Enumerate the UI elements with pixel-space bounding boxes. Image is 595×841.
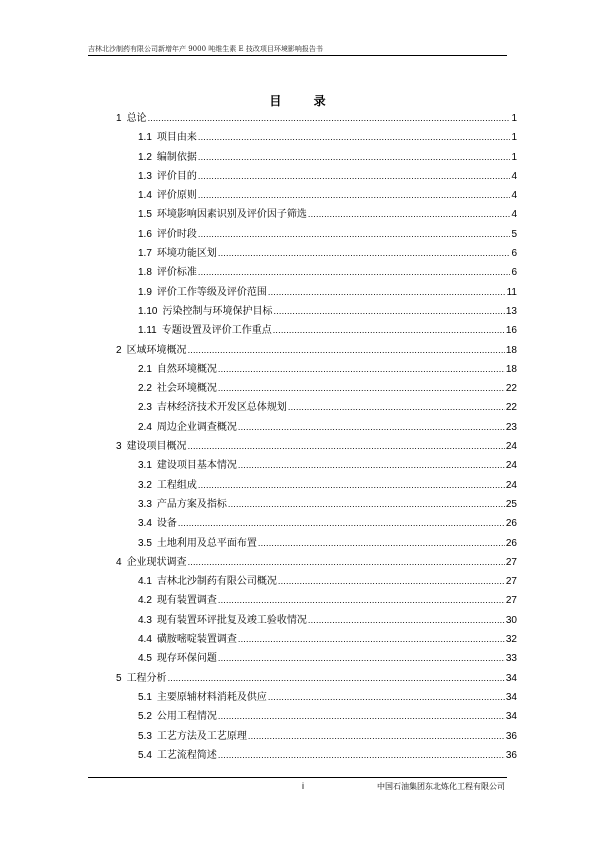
toc-dot-leader bbox=[288, 398, 505, 417]
toc-entry[interactable] bbox=[116, 418, 517, 437]
toc-entry-page: 34 bbox=[505, 691, 517, 703]
toc-dot-leader bbox=[308, 611, 505, 630]
toc-entry-title: 建设项目基本情况 bbox=[156, 460, 237, 472]
toc-entry-number: 5 bbox=[116, 672, 122, 684]
toc-dot-leader bbox=[218, 591, 505, 610]
toc-entry-number: 4.1 bbox=[138, 576, 152, 588]
toc-entry[interactable] bbox=[116, 379, 517, 398]
toc-entry-number: 1.2 bbox=[138, 151, 152, 163]
toc-entry-number: 1.8 bbox=[138, 267, 152, 279]
toc-entry[interactable] bbox=[116, 205, 517, 224]
toc-entry[interactable] bbox=[116, 514, 517, 533]
toc-dot-leader bbox=[198, 186, 511, 205]
toc-entry[interactable] bbox=[116, 167, 517, 186]
toc-entry[interactable] bbox=[116, 707, 517, 726]
toc-entry-number: 5.1 bbox=[138, 691, 152, 703]
toc-entry-number: 1 bbox=[116, 113, 122, 124]
toc-entry-title: 现有装置调查 bbox=[156, 595, 217, 607]
toc-entry-title: 工程组成 bbox=[156, 479, 197, 491]
toc-entry-title: 吉林北沙制药有限公司概况 bbox=[156, 576, 277, 588]
toc-dot-leader bbox=[198, 167, 511, 186]
toc-entry-page: 1 bbox=[511, 113, 517, 124]
toc-dot-leader bbox=[248, 727, 505, 746]
toc-dot-leader bbox=[238, 456, 505, 475]
toc-entry-number: 4.2 bbox=[138, 595, 152, 607]
toc-entry[interactable] bbox=[116, 321, 517, 340]
toc-entry-page: 16 bbox=[505, 325, 517, 337]
toc-entry-title: 土地利用及总平面布置 bbox=[156, 537, 257, 549]
toc-entry-page: 36 bbox=[505, 730, 517, 742]
toc-entry-number: 1.3 bbox=[138, 170, 152, 182]
toc-entry[interactable] bbox=[116, 360, 517, 379]
toc-entry-number: 4.4 bbox=[138, 634, 152, 646]
toc-entry[interactable] bbox=[116, 302, 517, 321]
toc-entry-number: 4.3 bbox=[138, 614, 152, 626]
toc-entry[interactable] bbox=[116, 727, 517, 746]
toc-entry-page: 4 bbox=[511, 209, 517, 221]
toc-entry-title: 总论 bbox=[126, 113, 147, 124]
toc-entry[interactable] bbox=[116, 611, 517, 630]
toc-entry-page: 4 bbox=[511, 190, 517, 202]
toc-entry-page: 24 bbox=[505, 479, 517, 491]
toc-entry[interactable] bbox=[116, 109, 517, 128]
toc-entry[interactable] bbox=[116, 398, 517, 417]
toc-entry-page: 23 bbox=[505, 421, 517, 433]
footer-page-number: i bbox=[302, 781, 304, 791]
footer-company: 中国石油集团东北炼化工程有限公司 bbox=[377, 782, 505, 791]
toc-entry-page: 11 bbox=[506, 286, 517, 298]
toc-dot-leader bbox=[198, 148, 511, 167]
header-divider bbox=[88, 55, 507, 56]
toc-entry-page: 6 bbox=[511, 248, 517, 260]
toc-entry-title: 编制依据 bbox=[156, 151, 197, 163]
toc-entry-number: 4 bbox=[116, 556, 122, 568]
toc-dot-leader bbox=[258, 534, 505, 553]
toc-entry[interactable] bbox=[116, 341, 517, 360]
toc-entry-title: 产品方案及指标 bbox=[156, 498, 227, 510]
toc-entry[interactable] bbox=[116, 476, 517, 495]
toc-entry-page: 36 bbox=[505, 749, 517, 761]
toc-title: 目 录 bbox=[269, 94, 340, 108]
toc-entry-title: 环境影响因素识别及评价因子筛选 bbox=[156, 209, 307, 221]
toc-entry-title: 专题设置及评价工作重点 bbox=[161, 325, 272, 337]
toc-entry-title: 现存环保问题 bbox=[156, 653, 217, 665]
toc-entry-title: 企业现状调查 bbox=[126, 556, 187, 568]
toc-entry-number: 2.3 bbox=[138, 402, 152, 414]
toc-dot-leader bbox=[188, 437, 505, 456]
toc-entry-title: 评价标准 bbox=[156, 267, 197, 279]
toc-entry[interactable] bbox=[116, 591, 517, 610]
toc-entry[interactable] bbox=[116, 649, 517, 668]
toc-entry-page: 22 bbox=[505, 383, 517, 395]
toc-entry-title: 工艺流程简述 bbox=[156, 749, 217, 761]
toc-entry-page: 32 bbox=[505, 634, 517, 646]
toc-entry-number: 1.11 bbox=[138, 325, 157, 337]
toc-entry[interactable] bbox=[116, 148, 517, 167]
toc-entry-page: 34 bbox=[505, 672, 517, 684]
toc-entry-title: 自然环境概况 bbox=[156, 363, 217, 375]
toc-entry-page: 5 bbox=[511, 228, 517, 240]
toc-entry-title: 评价目的 bbox=[156, 170, 197, 182]
toc-entry-title: 工程分析 bbox=[126, 672, 167, 684]
toc-dot-leader bbox=[268, 688, 505, 707]
toc-entry-title: 评价原则 bbox=[156, 190, 197, 202]
toc-entry-title: 主要原辅材料消耗及供应 bbox=[156, 691, 267, 703]
toc-dot-leader bbox=[218, 707, 505, 726]
toc-entry-page: 34 bbox=[505, 711, 517, 723]
toc-entry-page: 6 bbox=[511, 267, 517, 279]
toc-entry-page: 33 bbox=[505, 653, 517, 665]
toc-dot-leader bbox=[278, 572, 505, 591]
toc-entry[interactable] bbox=[116, 553, 517, 572]
toc-dot-leader bbox=[308, 205, 511, 224]
toc-entry-number: 1.10 bbox=[138, 305, 158, 317]
toc-dot-leader bbox=[238, 630, 505, 649]
toc-entry-title: 设备 bbox=[156, 518, 177, 530]
toc-entry-page: 27 bbox=[505, 556, 517, 568]
toc-dot-leader bbox=[198, 263, 511, 282]
toc-entry[interactable] bbox=[116, 263, 517, 282]
toc-entry[interactable] bbox=[116, 456, 517, 475]
toc-entry-page: 1 bbox=[511, 151, 517, 163]
toc-dot-leader bbox=[218, 244, 511, 263]
toc-entry-title: 磺胺嘧啶装置调查 bbox=[156, 634, 237, 646]
toc-entry-number: 1.9 bbox=[138, 286, 152, 298]
toc-entry-page: 13 bbox=[505, 305, 517, 317]
toc-entry-title: 社会环境概况 bbox=[156, 383, 217, 395]
toc-entry-number: 2.1 bbox=[138, 363, 152, 375]
toc-entry-number: 1.5 bbox=[138, 209, 152, 221]
toc-entry-title: 工艺方法及工艺原理 bbox=[156, 730, 247, 742]
toc-dot-leader bbox=[228, 495, 505, 514]
toc-entry[interactable] bbox=[116, 688, 517, 707]
toc-entry-number: 1.7 bbox=[138, 248, 152, 260]
toc-dot-leader bbox=[188, 341, 505, 360]
toc-entry-page: 24 bbox=[505, 460, 517, 472]
toc-dot-leader bbox=[198, 128, 511, 147]
toc-entry-number: 5.2 bbox=[138, 711, 152, 723]
toc-entry[interactable] bbox=[116, 572, 517, 591]
toc-entry-title: 吉林经济技术开发区总体规划 bbox=[156, 402, 287, 414]
toc-entry[interactable] bbox=[116, 534, 517, 553]
toc-dot-leader bbox=[198, 225, 511, 244]
toc-dot-leader bbox=[148, 109, 511, 128]
toc-dot-leader bbox=[218, 746, 505, 765]
toc-entry-page: 1 bbox=[511, 132, 517, 144]
toc-dot-leader bbox=[218, 360, 505, 379]
toc-entry[interactable] bbox=[116, 186, 517, 205]
toc-entry-number: 3 bbox=[116, 441, 122, 453]
toc-entry[interactable] bbox=[116, 746, 517, 765]
toc-entry-number: 3.5 bbox=[138, 537, 152, 549]
toc-entry-title: 项目由来 bbox=[156, 132, 197, 144]
toc-entry-number: 4.5 bbox=[138, 653, 152, 665]
toc-entry-page: 27 bbox=[505, 595, 517, 607]
table-of-contents bbox=[116, 109, 517, 765]
toc-entry-number: 1.1 bbox=[138, 132, 152, 144]
toc-dot-leader bbox=[178, 514, 505, 533]
toc-entry[interactable] bbox=[116, 437, 517, 456]
toc-entry[interactable] bbox=[116, 669, 517, 688]
toc-entry-number: 5.4 bbox=[138, 749, 152, 761]
toc-dot-leader bbox=[218, 379, 505, 398]
toc-entry[interactable] bbox=[116, 495, 517, 514]
toc-entry[interactable] bbox=[116, 225, 517, 244]
toc-entry-title: 公用工程情况 bbox=[156, 711, 217, 723]
toc-entry-title: 现有装置环评批复及竣工验收情况 bbox=[156, 614, 307, 626]
toc-entry-number: 2.4 bbox=[138, 421, 152, 433]
toc-dot-leader bbox=[188, 553, 505, 572]
toc-entry-page: 27 bbox=[505, 576, 517, 588]
toc-dot-leader bbox=[273, 321, 505, 340]
toc-entry-number: 5.3 bbox=[138, 730, 152, 742]
toc-entry-title: 污染控制与环境保护目标 bbox=[162, 305, 273, 317]
toc-entry-title: 环境功能区划 bbox=[156, 248, 217, 260]
toc-entry-title: 建设项目概况 bbox=[126, 441, 187, 453]
toc-entry-number: 1.4 bbox=[138, 190, 152, 202]
toc-entry-number: 2 bbox=[116, 344, 122, 356]
toc-entry-page: 26 bbox=[505, 537, 517, 549]
toc-dot-leader bbox=[238, 418, 505, 437]
toc-entry-title: 区域环境概况 bbox=[126, 344, 187, 356]
toc-dot-leader bbox=[273, 302, 504, 321]
running-header: 吉林北沙制药有限公司新增年产 9000 吨维生素 E 技改项目环境影响报告书 bbox=[88, 45, 323, 53]
toc-dot-leader bbox=[198, 476, 505, 495]
toc-entry-number: 3.1 bbox=[138, 460, 152, 472]
toc-entry-page: 22 bbox=[505, 402, 517, 414]
toc-entry[interactable] bbox=[116, 244, 517, 263]
toc-dot-leader bbox=[268, 283, 506, 302]
toc-entry-page: 18 bbox=[505, 363, 517, 375]
toc-entry-page: 26 bbox=[505, 518, 517, 530]
toc-entry[interactable] bbox=[116, 128, 517, 147]
toc-entry-page: 18 bbox=[505, 344, 517, 356]
toc-entry-page: 24 bbox=[505, 441, 517, 453]
toc-entry-number: 2.2 bbox=[138, 383, 152, 395]
toc-entry-page: 4 bbox=[511, 170, 517, 182]
toc-entry-number: 3.2 bbox=[138, 479, 152, 491]
toc-entry-page: 25 bbox=[505, 498, 517, 510]
toc-dot-leader bbox=[168, 669, 505, 688]
toc-entry-number: 3.4 bbox=[138, 518, 152, 530]
toc-entry[interactable] bbox=[116, 630, 517, 649]
toc-entry-number: 3.3 bbox=[138, 498, 152, 510]
toc-entry[interactable] bbox=[116, 283, 517, 302]
toc-entry-number: 1.6 bbox=[138, 228, 152, 240]
footer-divider bbox=[88, 777, 507, 778]
toc-entry-title: 评价时段 bbox=[156, 228, 197, 240]
toc-dot-leader bbox=[218, 649, 505, 668]
toc-entry-title: 周边企业调查概况 bbox=[156, 421, 237, 433]
toc-entry-page: 30 bbox=[505, 614, 517, 626]
toc-entry-title: 评价工作等级及评价范围 bbox=[156, 286, 267, 298]
